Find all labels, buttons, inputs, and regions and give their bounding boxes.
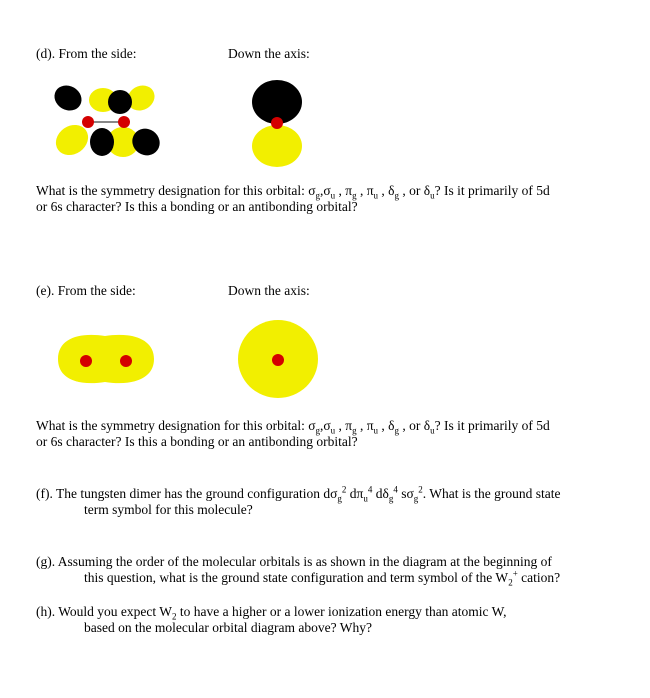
- question-text: cation?: [517, 570, 561, 585]
- pi-symbol: π: [345, 183, 353, 198]
- tungsten-atom: [120, 355, 132, 367]
- superscript: 2: [418, 484, 423, 495]
- subscript: g: [315, 190, 320, 201]
- separator: ,: [319, 183, 324, 198]
- tungsten-atom: [271, 117, 283, 129]
- subscript: g: [394, 425, 400, 436]
- part-g-line1: [36, 554, 552, 570]
- orbital-d-axis-view: [250, 78, 304, 170]
- subscript: u: [363, 493, 368, 504]
- sigma-symbol: σ: [308, 418, 316, 433]
- part-e-side-label: (e). From the side:: [36, 283, 136, 298]
- pi-symbol: π: [366, 183, 374, 198]
- question-text: Assuming the order of the molecular orbitals is as shown in the diagram at the beginning of: [55, 554, 552, 569]
- tungsten-atom: [80, 355, 92, 367]
- subscript: g: [337, 493, 342, 504]
- pi-symbol: π: [356, 486, 364, 501]
- orbital-letter: s: [397, 486, 407, 501]
- separator: ,: [335, 418, 346, 433]
- question-text: to have a higher or a lower ionization energy than atomic W,: [176, 604, 507, 619]
- orbital-e-lobe: [58, 335, 154, 383]
- part-h-line1: [36, 604, 507, 620]
- tungsten-atom: [272, 354, 284, 366]
- question-label: (f).: [36, 486, 53, 501]
- part-d-side-label: (d). From the side:: [36, 46, 137, 61]
- subscript: u: [430, 425, 435, 436]
- superscript: 4: [393, 484, 398, 495]
- separator: ,: [356, 418, 367, 433]
- question-text: this question, what is the ground state configuration and term symbol of the W: [84, 570, 509, 585]
- part-e-question-line1: [36, 418, 550, 434]
- part-e-axis-label: Down the axis:: [228, 283, 310, 298]
- subscript: 2: [508, 577, 513, 588]
- part-g-line2: [84, 570, 560, 586]
- separator: ,: [378, 418, 389, 433]
- orbital-d-axis-lobe: [252, 125, 302, 167]
- orbital-e-axis-view: [236, 318, 320, 400]
- superscript: +: [512, 568, 518, 579]
- subscript: g: [315, 425, 320, 436]
- subscript: u: [430, 190, 435, 201]
- pi-symbol: π: [366, 418, 374, 433]
- subscript: u: [373, 425, 379, 436]
- delta-symbol: δ: [423, 418, 431, 433]
- subscript: u: [330, 425, 336, 436]
- question-text: ? Is it primarily of 5d: [434, 183, 550, 198]
- sigma-symbol: σ: [308, 183, 316, 198]
- subscript: g: [352, 425, 357, 436]
- sigma-symbol: σ: [323, 418, 331, 433]
- separator: ,: [319, 418, 324, 433]
- subscript: g: [352, 190, 357, 201]
- part-d-question-line2: or 6s character? Is this a bonding or an antibonding orbital?: [36, 199, 358, 214]
- orbital-d-lobe: [90, 128, 114, 156]
- question-text: ? Is it primarily of 5d: [434, 418, 550, 433]
- delta-symbol: δ: [388, 418, 395, 433]
- question-text: Would you expect W: [55, 604, 173, 619]
- part-f-line2: term symbol for this molecule?: [84, 502, 253, 517]
- subscript: g: [388, 493, 394, 504]
- separator: , or: [399, 418, 424, 433]
- delta-symbol: δ: [382, 486, 389, 501]
- subscript: g: [413, 493, 419, 504]
- delta-symbol: δ: [388, 183, 395, 198]
- delta-symbol: δ: [423, 183, 431, 198]
- separator: ,: [356, 183, 367, 198]
- pi-symbol: π: [345, 418, 353, 433]
- question-label: (g).: [36, 554, 56, 569]
- orbital-letter: d: [372, 486, 383, 501]
- separator: , or: [399, 183, 424, 198]
- subscript: u: [373, 190, 379, 201]
- question-text: What is the symmetry designation for this orbital:: [36, 418, 309, 433]
- orbital-e-side-view: [50, 324, 160, 394]
- sigma-symbol: σ: [323, 183, 331, 198]
- part-d-axis-label: Down the axis:: [228, 46, 310, 61]
- orbital-d-side-view: [50, 80, 160, 165]
- part-d-question-line1: [36, 183, 550, 199]
- separator: ,: [335, 183, 346, 198]
- separator: ,: [378, 183, 389, 198]
- question-text: What is the symmetry designation for this orbital:: [36, 183, 309, 198]
- tungsten-atom: [82, 116, 94, 128]
- orbital-letter: d: [346, 486, 357, 501]
- part-f-line1: [36, 486, 560, 502]
- orbital-d-lobe: [50, 81, 86, 116]
- question-text: The tungsten dimer has the ground configuration d: [52, 486, 331, 501]
- sigma-symbol: σ: [330, 486, 338, 501]
- orbital-d-lobe: [127, 123, 165, 160]
- question-text: . What is the ground state: [422, 486, 561, 501]
- superscript: 2: [341, 484, 347, 495]
- part-h-line2: based on the molecular orbital diagram above? Why?: [84, 620, 373, 635]
- superscript: 4: [367, 484, 373, 495]
- question-label: (h).: [36, 604, 56, 619]
- subscript: g: [394, 190, 400, 201]
- sigma-symbol: σ: [406, 486, 414, 501]
- subscript: 2: [172, 611, 177, 622]
- subscript: u: [330, 190, 336, 201]
- tungsten-atom: [118, 116, 130, 128]
- part-e-question-line2: or 6s character? Is this a bonding or an antibonding orbital?: [36, 434, 358, 449]
- orbital-d-lobe: [108, 90, 132, 114]
